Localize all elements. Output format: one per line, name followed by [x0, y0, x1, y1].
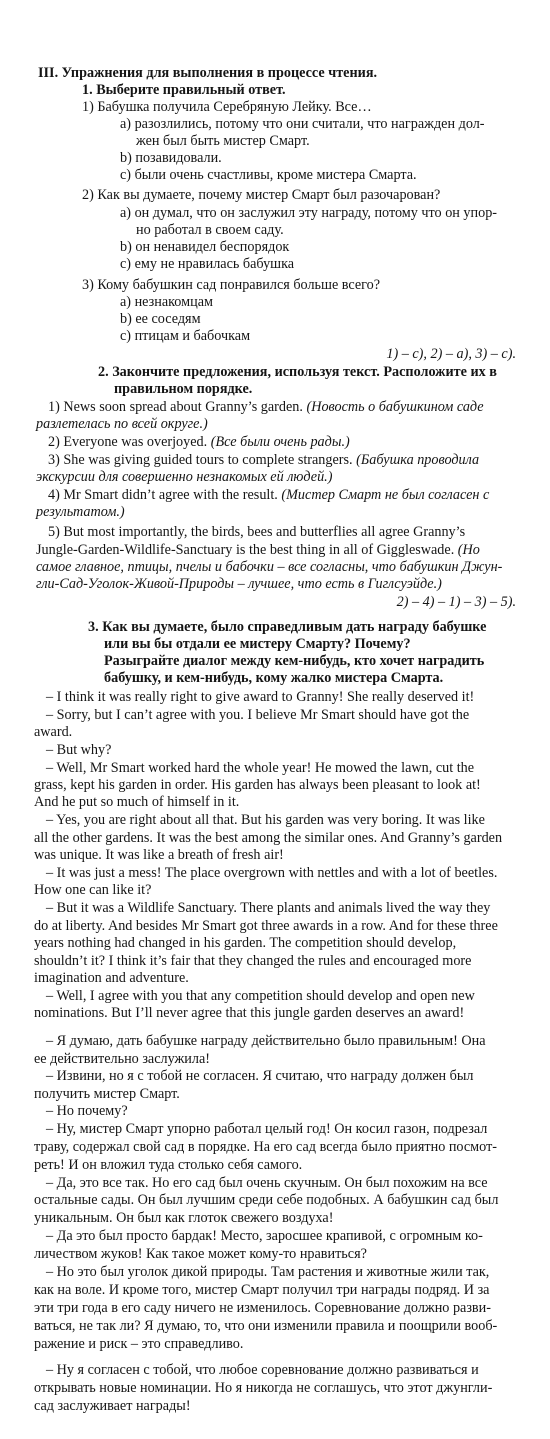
dialogue-en-line: award.: [34, 724, 73, 740]
dialogue-ru-line: реть! И он вложил туда столько себя самого.: [34, 1157, 303, 1173]
sentence-2-en: 2) Everyone was overjoyed.: [48, 434, 208, 450]
exercise-2-heading-cont: правильном порядке.: [114, 381, 253, 397]
exercise-2-heading: 2. Закончите предложения, используя текст. Расположите их в: [98, 364, 497, 380]
option-3b: b) ее соседям: [120, 311, 201, 327]
dialogue-ru-line: ражение и риск – это справедливо.: [34, 1336, 244, 1352]
sentence-5-en-cont: Jungle-Garden-Wildlife-Sanctuary is the best thing in all of Giggleswade.: [36, 542, 455, 558]
sentence-2-ru: (Все были очень рады.): [210, 434, 350, 450]
dialogue-en-line: do at liberty. And besides Mr Smart got three awards in a row. And for these three: [34, 918, 498, 934]
sentence-5: 5) But most importantly, the birds, bees and butterflies all agree Granny’s: [48, 524, 466, 540]
dialogue-en-line: was unique. It was like a breath of fresh air!: [34, 847, 284, 863]
sentence-5-ru-cont: самое главное, птицы, пчелы и бабочки – все согласны, что бабушкин Джун-: [36, 559, 503, 575]
dialogue-ru-line: ее действительно заслужила!: [34, 1051, 210, 1067]
option-2a-cont: но работал в своем саду.: [136, 222, 284, 238]
sentence-4-en: 4) Mr Smart didn’t agree with the result.: [48, 487, 278, 503]
sentence-2: [48, 433, 350, 451]
exercise-3-task-cont: бабушку, и кем-нибудь, кому жалко мистера Смарта.: [104, 670, 444, 686]
dialogue-en-line: grass, kept his garden in order. His garden has always been pleasant to look at!: [34, 777, 481, 793]
dialogue-ru-line: ваться, не так ли? Я думаю, то, что они изменили правила и поощрили вооб-: [34, 1318, 498, 1334]
dialogue-en-line: – I think it was really right to give award to Granny! She really deserved it!: [46, 689, 475, 705]
dialogue-ru-line: сад заслуживает награды!: [34, 1398, 191, 1414]
exercise-3-task: Разыграйте диалог между кем-нибудь, кто хочет наградить: [104, 653, 485, 669]
option-1b: b) позавидовали.: [120, 150, 222, 166]
sentence-3-ru-cont: экскурсии для совершенно незнакомых ей людей.): [36, 469, 333, 485]
dialogue-en-line: nominations. But I’ll never agree that this jungle garden deserves an award!: [34, 1005, 465, 1021]
sentence-3: [48, 451, 479, 469]
dialogue-ru-line: получить мистер Смарт.: [34, 1086, 180, 1102]
dialogue-ru-line: открывать новые номинации. Но я никогда не соглашусь, что этот джунгли-: [34, 1380, 493, 1396]
dialogue-ru-line: – Да, это все так. Но его сад был очень скучным. Он был похожим на все: [46, 1175, 488, 1191]
dialogue-ru-line: – Ну я согласен с тобой, что любое соревнование должно развиваться и: [46, 1362, 479, 1378]
option-2c: с) ему не нравилась бабушка: [120, 256, 295, 272]
dialogue-ru-line: траву, содержал свой сад в порядке. На его сад всегда было приятно посмот-: [34, 1139, 497, 1155]
option-1a: а) разозлились, потому что они считали, что награжден дол-: [120, 116, 485, 132]
dialogue-en-line: – Well, Mr Smart worked hard the whole year! He mowed the lawn, cut the: [46, 760, 475, 776]
dialogue-en-line: – Well, I agree with you that any competition should develop and open new: [46, 988, 475, 1004]
exercise-1-heading: 1. Выберите правильный ответ.: [82, 82, 286, 98]
dialogue-en-line: – But why?: [46, 742, 112, 758]
dialogue-ru-line: эти три года в его саду ничего не изменилось. Соревнование должно разви-: [34, 1300, 491, 1316]
question-1: 1) Бабушка получила Серебряную Лейку. Все…: [82, 99, 372, 115]
option-2b: b) он ненавидел беспорядок: [120, 239, 290, 255]
sentence-1-ru-cont: разлетелась по всей округе.): [36, 416, 208, 432]
dialogue-ru-line: – Извини, но я с тобой не согласен. Я считаю, что награду должен был: [46, 1068, 474, 1084]
dialogue-en-line: shouldn’t it? I think it’s fair that they changed the rules and encouraged more: [34, 953, 472, 969]
exercise-2-answer: 2) – 4) – 1) – 3) – 5).: [396, 594, 516, 610]
dialogue-ru-line: уникальным. Он был как глоток свежего воздуха!: [34, 1210, 334, 1226]
exercise-3-heading: 3. Как вы думаете, было справедливым дать награду бабушке: [88, 619, 487, 635]
dialogue-en-line: How one can like it?: [34, 882, 152, 898]
dialogue-ru-line: как на воле. И кроме того, мистер Смарт получил три награды подряд. И за: [34, 1282, 490, 1298]
dialogue-ru-line: – Я думаю, дать бабушке награду действительно было правильным! Она: [46, 1033, 486, 1049]
dialogue-ru-line: – Но это был уголок дикой природы. Там растения и животные жили так,: [46, 1264, 490, 1280]
dialogue-ru-line: личеством жуков! Как такое может кому-то нравиться?: [34, 1246, 367, 1262]
exercise-3-heading-cont: или вы бы отдали ее мистеру Смарту? Почему?: [104, 636, 411, 652]
option-1c: с) были очень счастливы, кроме мистера Смарта.: [120, 167, 417, 183]
dialogue-en-line: – But it was a Wildlife Sanctuary. There plants and animals lived the way they: [46, 900, 491, 916]
sentence-4: [48, 486, 489, 504]
sentence-5-ru: (Но: [457, 542, 480, 558]
sentence-5-cont: [36, 541, 480, 559]
sentence-3-en: 3) She was giving guided tours to complete strangers.: [48, 452, 353, 468]
sentence-1: [48, 398, 484, 416]
sentence-4-ru: (Мистер Смарт не был согласен с: [281, 487, 490, 503]
question-2: 2) Как вы думаете, почему мистер Смарт был разочарован?: [82, 187, 441, 203]
dialogue-en-line: – It was just a mess! The place overgrown with nettles and with a lot of beetles.: [46, 865, 498, 881]
dialogue-en-line: years nothing had changed in his garden. The competition should develop,: [34, 935, 457, 951]
dialogue-en-line: imagination and adventure.: [34, 970, 189, 986]
section-title: III. Упражнения для выполнения в процессе чтения.: [38, 65, 378, 81]
question-3: 3) Кому бабушкин сад понравился больше всего?: [82, 277, 381, 293]
dialogue-en-line: And he put so much of himself in it.: [34, 794, 240, 810]
dialogue-ru-line: остальные сады. Он был лучшим среди себе подобных. А бабушкин сад был: [34, 1192, 499, 1208]
option-2a: а) он думал, что он заслужил эту награду, потому что он упор-: [120, 205, 498, 221]
dialogue-ru-line: – Ну, мистер Смарт упорно работал целый год! Он косил газон, подрезал: [46, 1121, 488, 1137]
sentence-4-ru-cont: результатом.): [36, 504, 125, 520]
dialogue-en-line: – Sorry, but I can’t agree with you. I believe Mr Smart should have got the: [46, 707, 470, 723]
dialogue-ru-line: – Да это был просто бардак! Место, заросшее крапивой, с огромным ко-: [46, 1228, 483, 1244]
option-1a-cont: жен был быть мистер Смарт.: [136, 133, 310, 149]
option-3c: с) птицам и бабочкам: [120, 328, 251, 344]
dialogue-en-line: – Yes, you are right about all that. But his garden was very boring. It was like: [46, 812, 485, 828]
sentence-5-ru-cont2: гли-Сад-Уголок-Живой-Природы – лучшее, что есть в Гиглсуэйде.): [36, 576, 442, 592]
option-3a: а) незнакомцам: [120, 294, 213, 310]
dialogue-en-line: all the other gardens. It was the best among the similar ones. And Granny’s garden: [34, 830, 503, 846]
sentence-3-ru: (Бабушка проводила: [356, 452, 480, 468]
sentence-1-ru: (Новость о бабушкином саде: [306, 399, 484, 415]
exercise-1-answer: 1) – с), 2) – а), 3) – с).: [386, 346, 516, 362]
sentence-1-en: 1) News soon spread about Granny’s garden.: [48, 399, 303, 415]
dialogue-ru-line: – Но почему?: [46, 1103, 128, 1119]
